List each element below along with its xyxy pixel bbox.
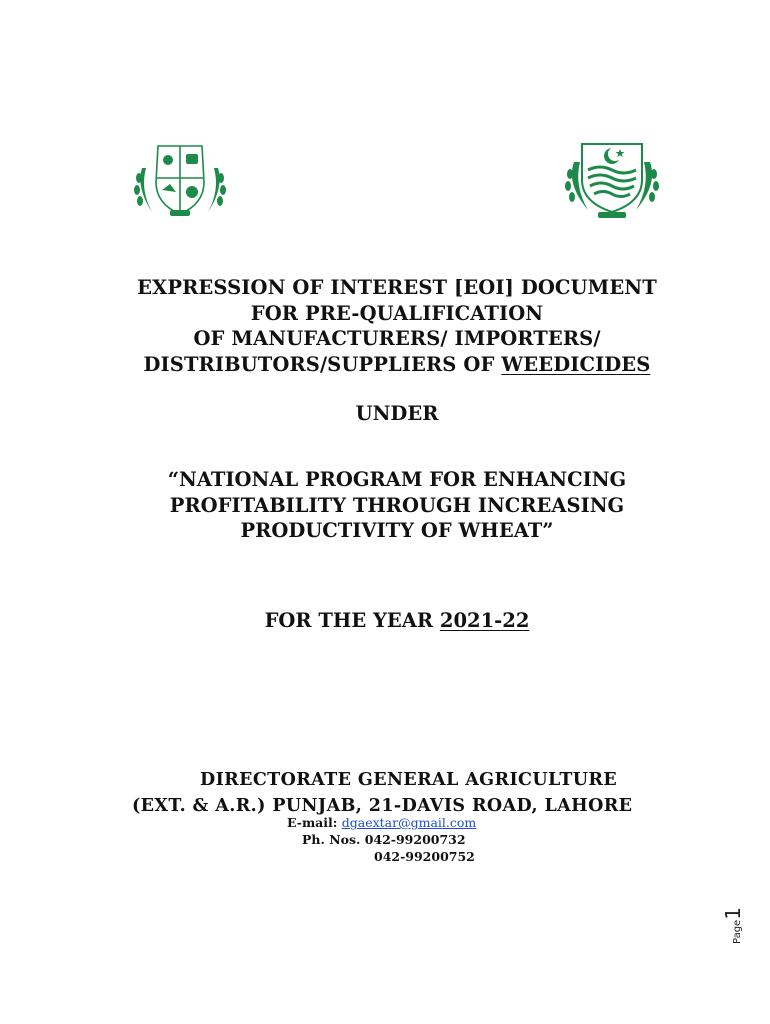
page-number-rotated [721,907,745,944]
email-link[interactable]: dgaextar@gmail.com [341,815,477,830]
agriculture-department-logo [130,138,230,222]
email-row [0,814,476,831]
directorate-address [0,767,770,819]
directorate-line-1: DIRECTORATE GENERAL AGRICULTURE [200,770,618,790]
contact-info [0,814,476,865]
document-title [0,275,770,377]
under-heading: UNDER [355,402,439,425]
fiscal-year [0,609,770,632]
punjab-government-logo [560,138,664,222]
year-prefix: FOR THE YEAR [264,609,440,632]
program-name [0,467,770,544]
title-line-4-prefix: DISTRIBUTORS/SUPPLIERS OF [143,352,502,376]
title-line-1: EXPRESSION OF INTEREST [EOI] DOCUMENT [137,276,657,299]
phone-number-1: 042-99200732 [364,832,466,847]
phone-label: Ph. Nos. [302,832,361,847]
agriculture-emblem-icon [130,138,230,222]
program-line-2: PROFITABILITY THROUGH INCREASING [169,493,625,517]
punjab-emblem-icon [560,138,664,222]
program-line-3: PRODUCTIVITY OF WHEAT” [240,519,554,542]
title-line-3: OF MANUFACTURERS/ IMPORTERS/ [193,327,601,350]
program-line-1: “NATIONAL PROGRAM FOR ENHANCING [167,468,627,491]
page-number [717,900,747,944]
year-value: 2021-22 [439,609,530,632]
page-digit: 1 [721,907,745,920]
email-label: E-mail: [287,815,338,830]
title-product-type: WEEDICIDES [501,352,651,376]
phone-number-2: 042-99200752 [374,849,475,864]
page-word: Page [732,919,743,944]
title-line-4 [0,352,770,378]
title-line-2: FOR PRE-QUALIFICATION [250,301,544,325]
directorate-line-2: (EXT. & A.R.) PUNJAB, 21-DAVIS ROAD, LAHORE [132,796,633,816]
phone-row-1 [0,831,476,848]
